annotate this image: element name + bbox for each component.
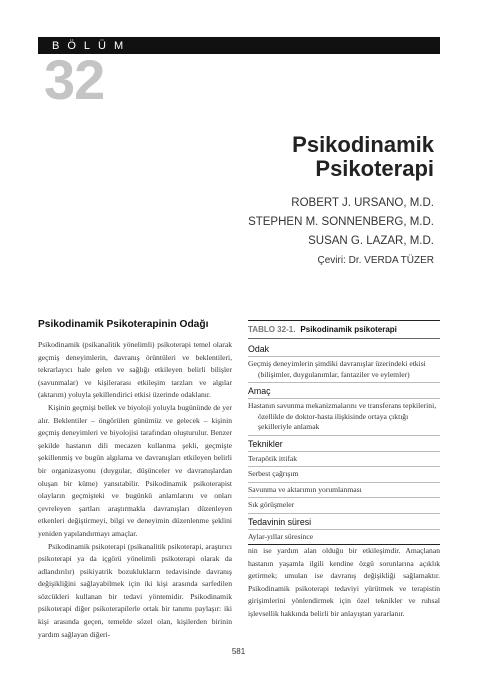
table-item: Sık görüşmeler bbox=[248, 498, 440, 514]
summary-table bbox=[248, 320, 440, 545]
body-paragraph: Psikodinamik (psikanalitik yönelimli) psikoterapi temel olarak geçmiş deneyimlerin, davranış örüntüleri ve beklentileri, tekrarlayıcı hale gelen ve sağlığı etkileyen belirli bilişler (savunmalar) ve kişilerarası etkileşim tarzları ve algılar (aktarım) yoluyla şekillendirici etkisi üzerinde odaklanır. bbox=[38, 340, 232, 400]
translator-credit: Çeviri: Dr. VERDA TÜZER bbox=[317, 255, 434, 266]
table-name: Psikodinamik psikoterapi bbox=[300, 325, 397, 334]
body-paragraph: nin ise yardım alan olduğu bir etkileşimdir. Amaçlanan hastanın yaşamla ilgili kendine özgü sorunlarına açıklık getirmek; umulan ise davranış değişikliği sağlamaktır. Psikodinamik psikoterapi tedaviyi yürütmek ve terapistin girişimlerini yönlendirmek için özel teknikler ve ruhsal işlevsellik hakkında belirli bir anlayıştan yararlanır. bbox=[248, 546, 440, 618]
author-name: ROBERT J. URSANO, M.D. bbox=[291, 197, 434, 209]
right-column-text bbox=[248, 545, 440, 621]
body-paragraph: Kişinin geçmişi bellek ve biyoloji yoluyla bugününde de yer alır. Beklentiler – öngörülen günümüz ve gelecek – kişinin geçmiş deneyimleri ve biyolojisi tarafından oluşturulur. Benzer şekilde hastanın dili mecazen kullanma şekli, geçmişte şekillenmiş ve bugün algılama ve davranışları etkileyen belirli bir organizasyonu (duygular, düşünceler ve davranışlardan oluşan bir küme) yansıtabilir. Psikodinamik psikoterapist olayların geçmişteki ve bugünkü anlamlarını ve onları çevreleyen şartları araştırmakla davranışları düzenleyen etkenleri değiştirmeyi, bilgi ve deneyimin düzenlenme şeklini yeniden yapılandırmayı amaçlar. bbox=[38, 402, 232, 538]
author-list bbox=[248, 194, 434, 270]
body-paragraph: Psikodinamik psikoterapi (psikanalitik psikoterapi, araştırıcı psikoterapi ya da içgörü yönelimli psikoterapi olarak da adlandırılır) psikiyatrik bozuklukların tedavisinde davranış değişikliğini sağlayabilmek için iki kişi arasında sarfedilen sözcükleri kullanan bir tedavi yöntemidir. Psikodinamik psikoterapi diğer psikoterapilerle ortak bir tanımı paylaşır: iki kişi arasında geçen, temelde sözel olan, kişilerden birinin yardım sağlayan diğeri- bbox=[38, 541, 232, 639]
left-column bbox=[38, 318, 232, 641]
author-name: STEPHEN M. SONNENBERG, M.D. bbox=[248, 216, 434, 228]
table-item: Serbest çağrışım bbox=[248, 467, 440, 483]
chapter-label: BÖLÜM bbox=[52, 40, 132, 52]
author-name: SUSAN G. LAZAR, M.D. bbox=[308, 235, 434, 247]
table-section-heading: Tedavinin süresi bbox=[248, 514, 440, 530]
table-item: Geçmiş deneyimlerin şimdiki davranışlar üzerindeki etkisi (bilişimler, duygulanımlar, fantaziler ve eylemler) bbox=[248, 357, 440, 383]
chapter-title-line: Psikodinamik bbox=[292, 132, 434, 157]
table-number: TABLO 32-1. bbox=[248, 325, 296, 334]
chapter-title bbox=[292, 133, 434, 181]
table-section-heading: Odak bbox=[248, 341, 440, 357]
section-heading: Psikodinamik Psikoterapinin Odağı bbox=[38, 319, 209, 330]
chapter-title-line: Psikoterapi bbox=[315, 156, 434, 181]
table-item: Aylar-yıllar süresince bbox=[248, 530, 440, 546]
table-section-heading: Amaç bbox=[248, 383, 440, 399]
table-title bbox=[248, 320, 440, 339]
table-item: Terapötik ittifak bbox=[248, 452, 440, 468]
table-item: Hastanın savunma mekanizmalarını ve transferans tepkilerini, özellikle de doktor-hasta ilişkisinde ortaya çıktığı şekilleriyle anlamak bbox=[248, 399, 440, 436]
table-item: Savunma ve aktarımın yorumlanması bbox=[248, 483, 440, 499]
page-number: 581 bbox=[231, 647, 246, 656]
table-section-heading: Teknikler bbox=[248, 436, 440, 452]
chapter-number: 32 bbox=[44, 48, 105, 111]
